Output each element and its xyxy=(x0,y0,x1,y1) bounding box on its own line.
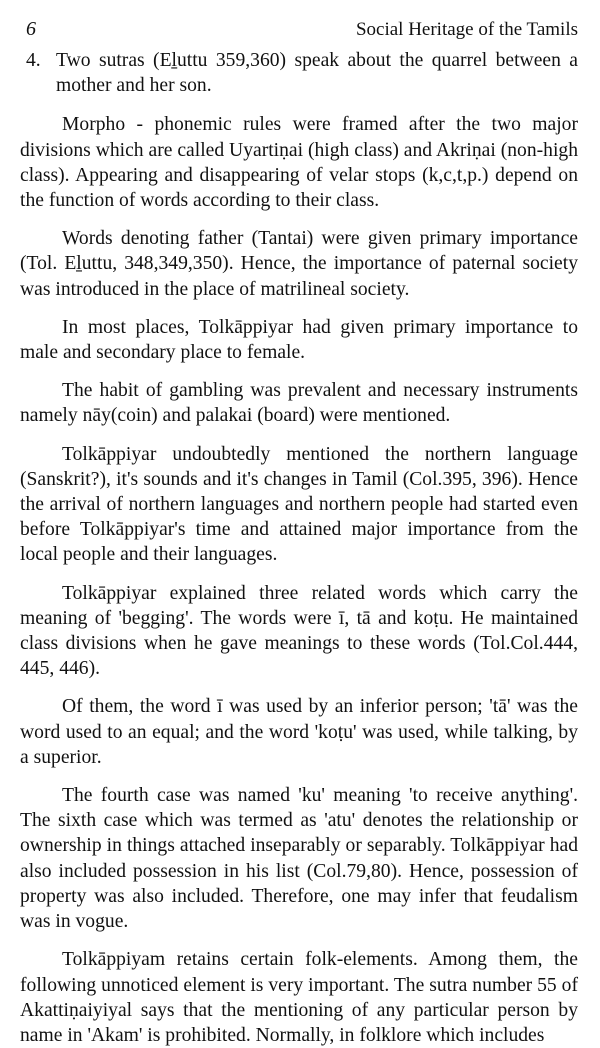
page-number: 6 xyxy=(26,18,36,40)
paragraph: In most places, Tolkāppiyar had given primary importance to male and secondary place to female. xyxy=(20,316,578,364)
item-number: 4. xyxy=(26,50,41,71)
running-title: Social Heritage of the Tamils xyxy=(355,19,578,40)
paragraph: Tolkāppiyam retains certain folk-elements. Among them, the following unnoticed element is very important. The sutra number 55 of Akattiṇaiyiyal says that the mentioning of any particular person by name in 'Akam' is prohibited. Normally, in folklore which includes xyxy=(20,949,578,1046)
item-text: Two sutras (Eḻuttu 359,360) speak about the quarrel between a mother and her son. xyxy=(56,50,578,97)
page-header xyxy=(20,18,578,48)
numbered-item xyxy=(20,48,578,98)
paragraph: Morpho - phonemic rules were framed after the two major divisions which are called Uyartiṇai (high class) and Akriṇai (non-high class). Appearing and disappearing of velar stops (k,c,t,p.) depend on the function of words according to their class. xyxy=(20,114,578,212)
paragraph: Tolkāppiyar explained three related words which carry the meaning of 'begging'. The words were ī, tā and koṭu. He maintained class divisions when he gave meanings to these words (Tol.Col.444, 445, 446). xyxy=(20,582,578,680)
paragraph: Tolkāppiyar undoubtedly mentioned the northern language (Sanskrit?), it's sounds and it's changes in Tamil (Col.395, 396). Hence the arrival of northern languages and northern people had started even before Tolkāppiyar's time and attained major importance from the local people and their languages. xyxy=(20,443,578,566)
paragraph: Of them, the word ī was used by an inferior person; 'tā' was the word used to an equal; and the word 'koṭu' was used, while talking, by a superior. xyxy=(20,696,578,768)
paragraph: Words denoting father (Tantai) were given primary importance (Tol. Eḻuttu, 348,349,350). Hence, the importance of paternal society was introduced in the place of matrilineal society. xyxy=(20,228,578,300)
paragraph: The fourth case was named 'ku' meaning 'to receive anything'. The sixth case which was termed as 'atu' denotes the relationship or ownership in things attached inseparably or separably. Tolkāppiyar had also included possession in his list (Col.79,80). Hence, possession of property was also included. Therefore, one may infer that feudalism was in vogue. xyxy=(20,785,578,933)
body-text xyxy=(20,48,578,1048)
paragraph: The habit of gambling was prevalent and necessary instruments namely nāy(coin) and palakai (board) were mentioned. xyxy=(20,380,578,427)
